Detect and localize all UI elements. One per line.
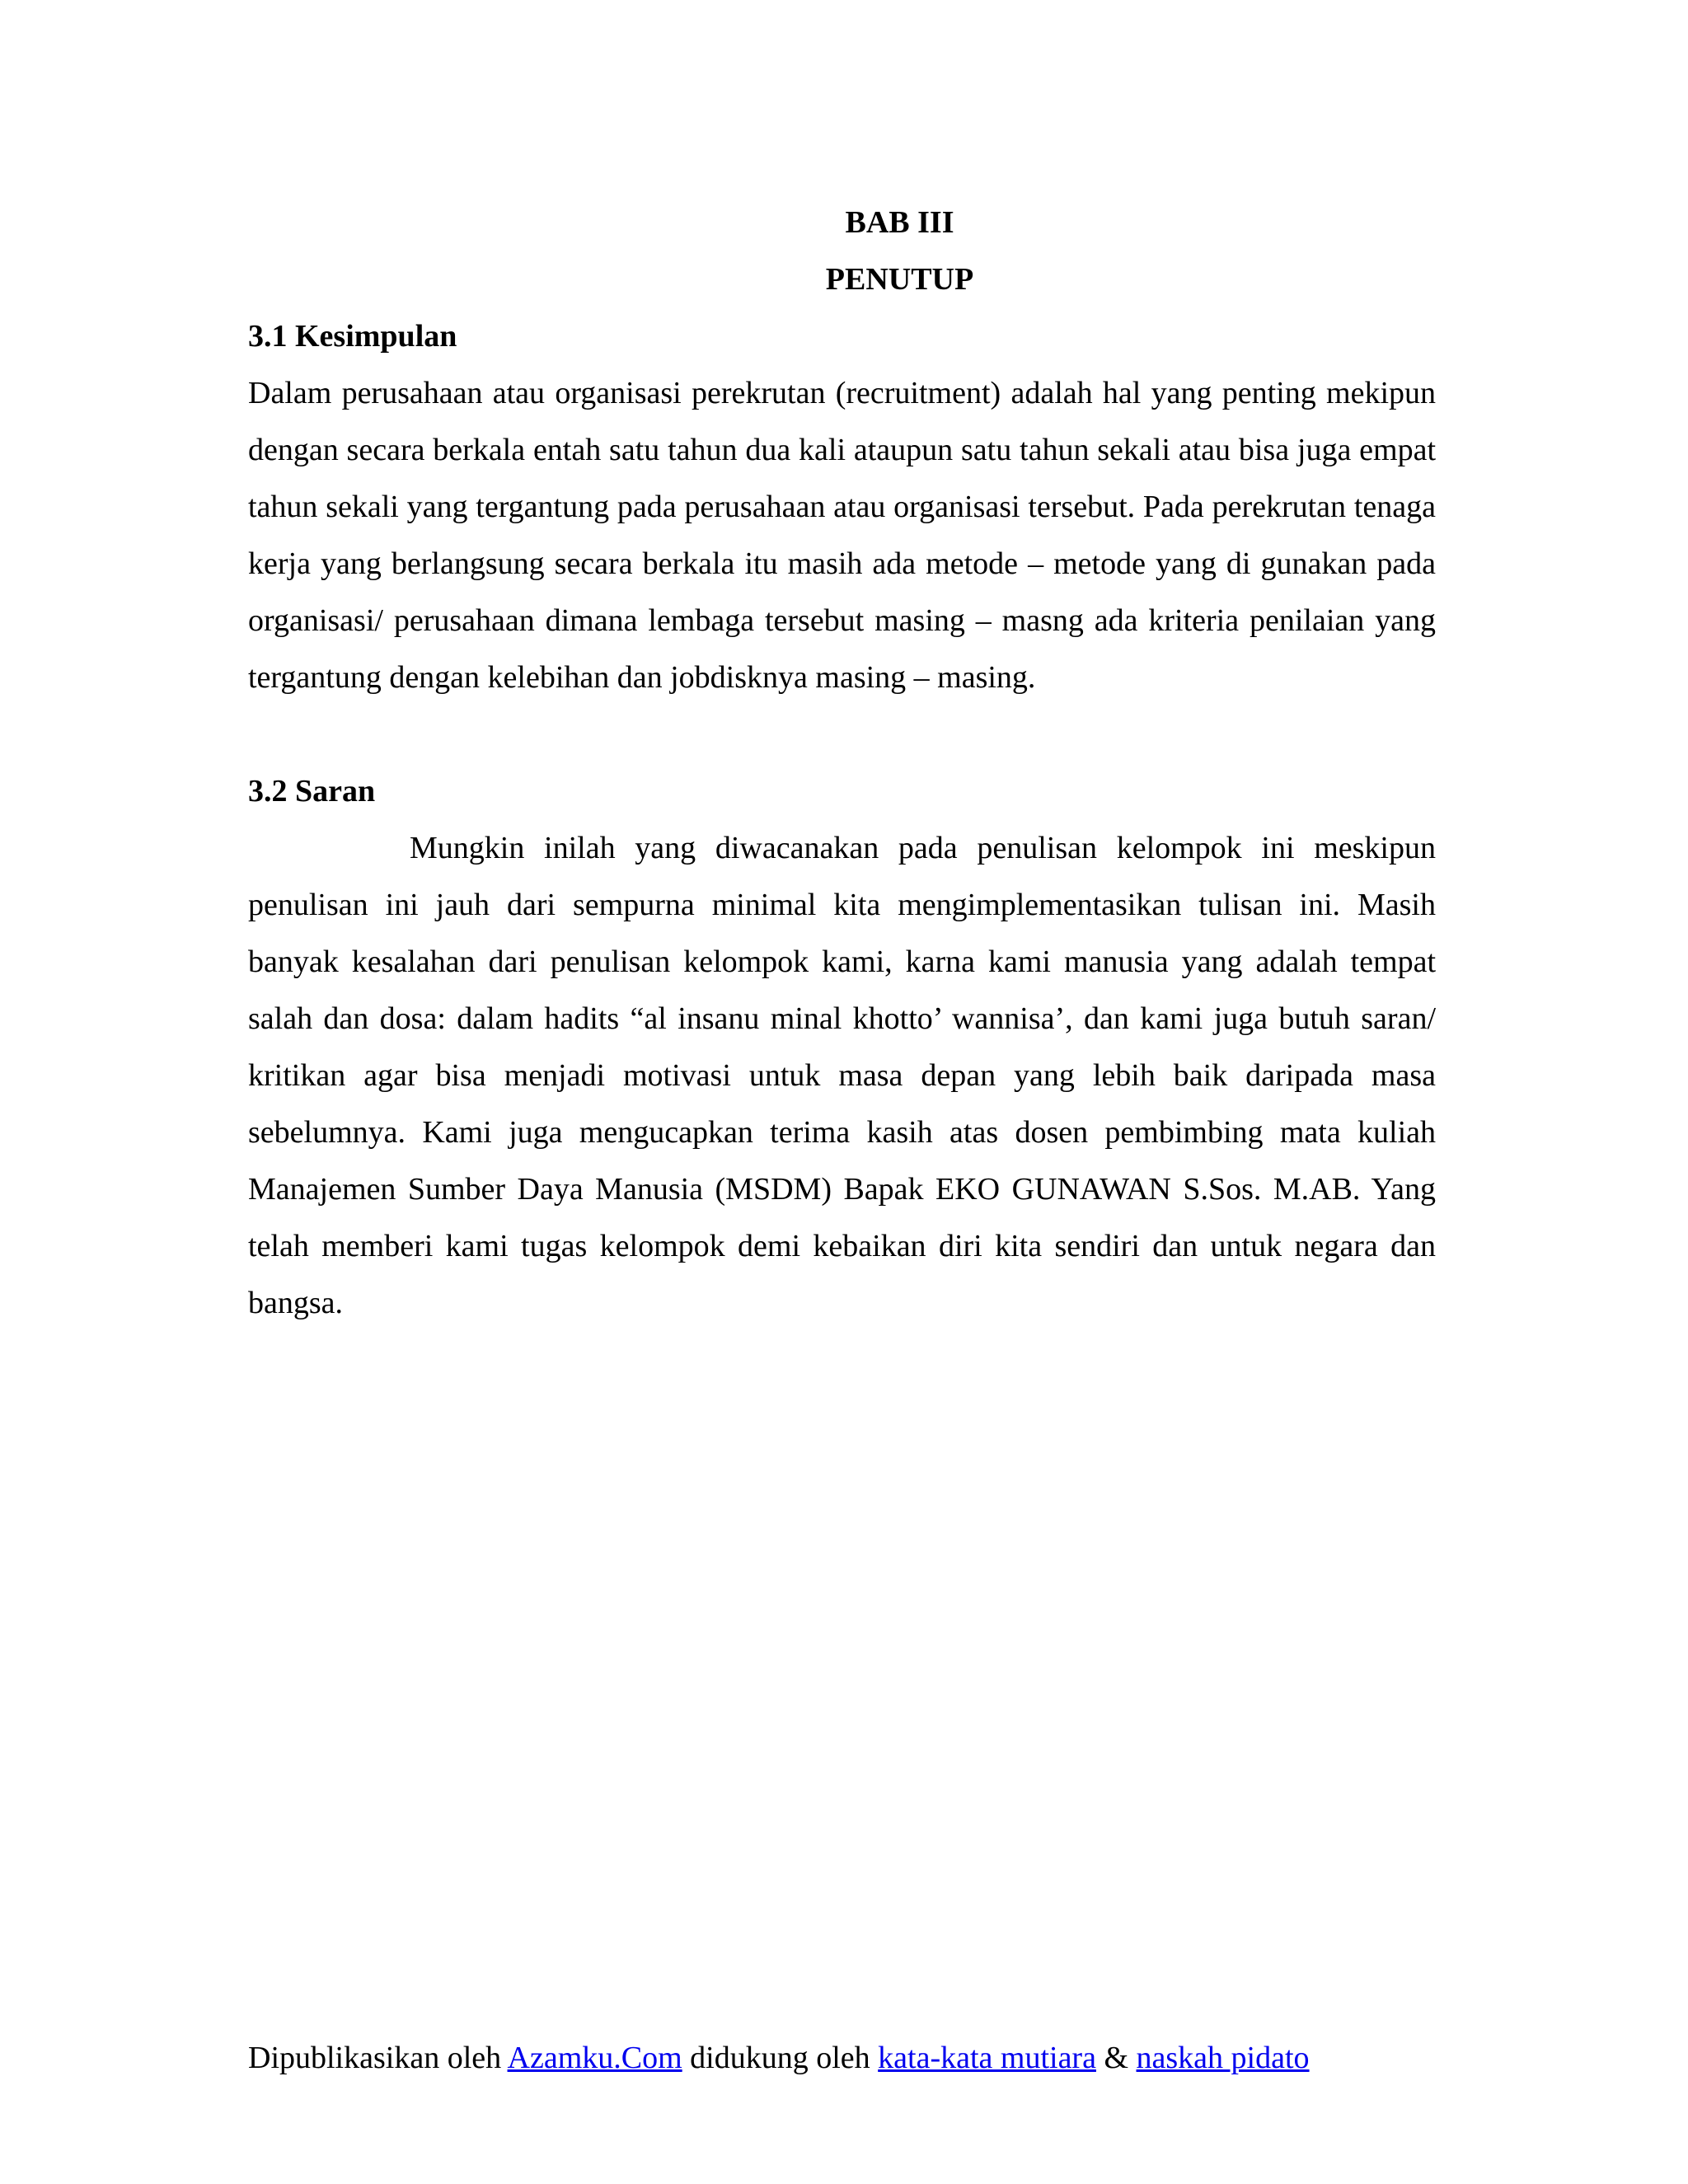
section-heading-kesimpulan: 3.1 Kesimpulan	[248, 319, 457, 354]
footer-link-kata-kata-mutiara[interactable]: kata-kata mutiara	[878, 2041, 1096, 2075]
footer-ampersand: &	[1095, 2041, 1137, 2075]
footer-link-naskah-pidato[interactable]: naskah pidato	[1136, 2041, 1310, 2075]
footer-middle: didukung oleh	[682, 2041, 879, 2075]
footer-attribution	[248, 2037, 1310, 2079]
section-body-saran: Mungkin inilah yang diwacanakan pada penulisan kelompok ini meskipun penulisan ini jauh dari sempurna minimal kita mengimplementasikan tulisan ini. Masih banyak kesalahan dari penulisan kelompok kami, karna kami manusia yang adalah tempat salah dan dosa: dalam hadits “al insanu minal khotto’ wannisa’, dan kami juga butuh saran/ kritikan agar bisa menjadi motivasi untuk masa depan yang lebih baik daripada masa sebelumnya. Kami juga mengucapkan terima kasih atas dosen pembimbing mata kuliah Manajemen Sumber Daya Manusia (MSDM) Bapak EKO GUNAWAN S.Sos. M.AB. Yang telah memberi kami tugas kelompok demi kebaikan diri kita sendiri dan untuk negara dan bangsa.	[248, 831, 1436, 1320]
section-heading-saran: 3.2 Saran	[248, 774, 376, 808]
section-gap	[248, 706, 1436, 763]
footer-prefix: Dipublikasikan oleh	[248, 2041, 508, 2075]
footer-link-azamku[interactable]: Azamku.Com	[507, 2041, 682, 2075]
section-body-kesimpulan: Dalam perusahaan atau organisasi perekrutan (recruitment) adalah hal yang penting mekipun dengan secara berkala entah satu tahun dua kali ataupun satu tahun sekali atau bisa juga empat tahun sekali yang tergantung pada perusahaan atau organisasi tersebut. Pada perekrutan tenaga kerja yang berlangsung secara berkala itu masih ada metode – metode yang di gunakan pada organisasi/ perusahaan dimana lembaga tersebut masing – masng ada kriteria penilaian yang tergantung dengan kelebihan dan jobdisknya masing – masing.	[248, 376, 1436, 695]
chapter-title: PENUTUP	[825, 262, 974, 297]
chapter-number: BAB III	[845, 205, 954, 240]
document-content	[248, 194, 1436, 1332]
